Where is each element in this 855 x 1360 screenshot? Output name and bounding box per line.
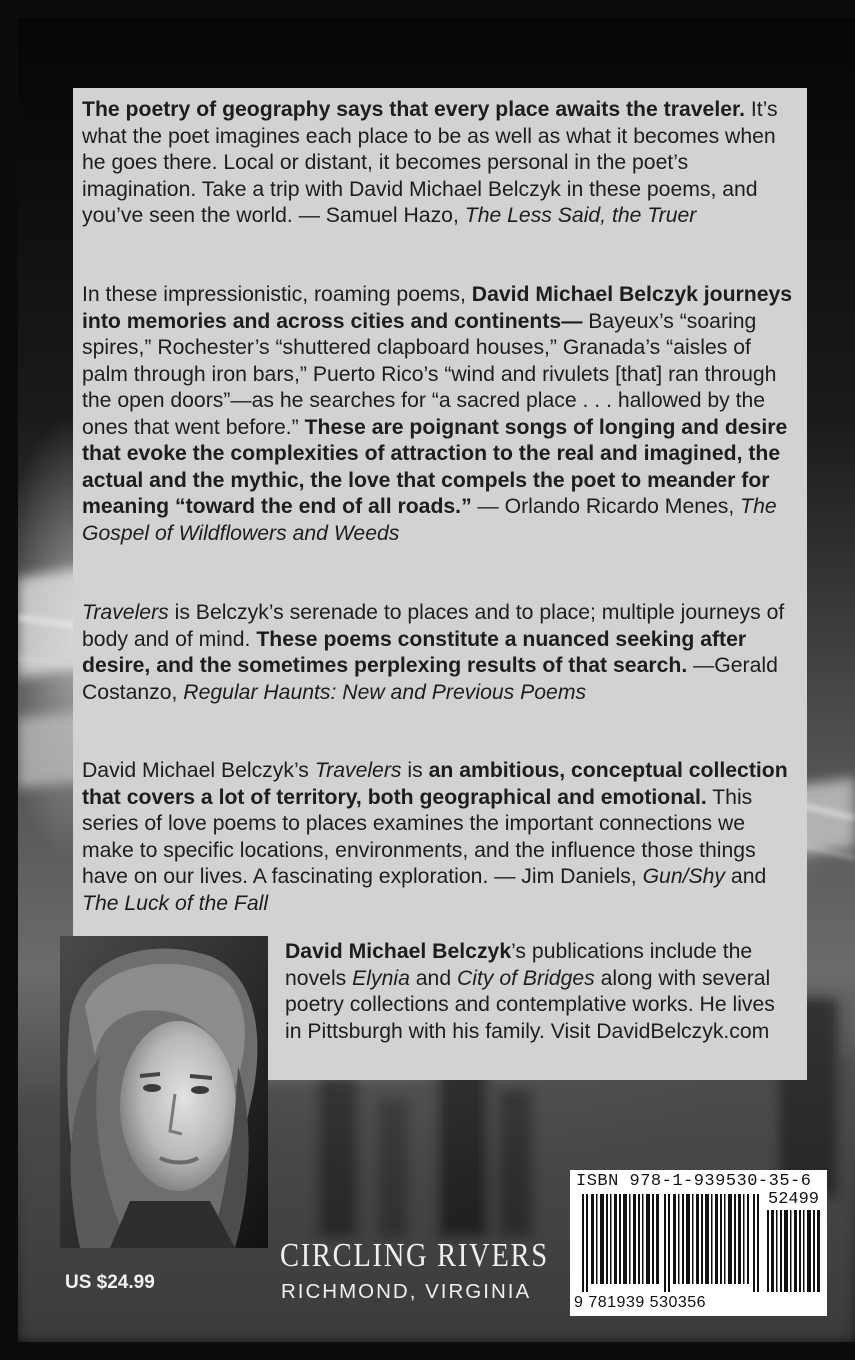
review-hazo: The poetry of geography says that every place awaits the traveler. It’s what the poet imagines each place to be as well as what it becomes when he goes there. Local or distant, it becomes personal in the poet’s imagination. Take a trip with David Michael Belczyk in these poems, and you’ve seen the world. — Samuel Hazo, The Less Said, the Truer bbox=[82, 98, 778, 227]
publisher-logo: CIRCLING RIVERS bbox=[280, 1237, 549, 1274]
price-label: US $24.99 bbox=[65, 1272, 155, 1293]
barcode-digits: 9 781939 530356 bbox=[574, 1294, 707, 1311]
review-costanzo: Travelers is Belczyk’s serenade to places and to place; multiple journeys of body and of mind. These poems constitute a nuanced seeking after desire, and the sometimes perplexing results of that search. —Gerald Costanzo, Regular Haunts: New and Previous Poems bbox=[82, 601, 785, 704]
review-panel bbox=[73, 88, 807, 1080]
publisher-location: RICHMOND, VIRGINIA bbox=[281, 1280, 532, 1303]
author-photo bbox=[60, 936, 268, 1248]
back-cover bbox=[18, 18, 855, 1342]
isbn-barcode bbox=[570, 1170, 827, 1316]
review-daniels: David Michael Belczyk’s Travelers is an ambitious, conceptual collection that covers a lot of territory, both geographical and emotional. This series of love poems to places examines the important connections we make to specific locations, environments, and the influence those things have on our lives. A fascinating exploration. — Jim Daniels, Gun/Shy and The Luck of the Fall bbox=[82, 759, 788, 915]
barcode-bars bbox=[576, 1194, 764, 1292]
author-bio: David Michael Belczyk’s publications include the novels Elynia and City of Bridges along with several poetry collections and contemplative works. He lives in Pittsburgh with his family. Visit DavidBelczyk.com bbox=[285, 940, 775, 1043]
barcode-price-code: 52499 bbox=[768, 1190, 820, 1209]
isbn-label: ISBN 978-1-939530-35-6 bbox=[576, 1172, 812, 1191]
review-menes: In these impressionistic, roaming poems, David Michael Belczyk journeys into memories and across cities and continents— Bayeux’s “soaring spires,” Rochester’s “shuttered clapboard houses,” Granada’s “aisles of palm through iron bars,” Puerto Rico’s “wind and rivulets [that] ran through the open doors”—as he searches for “a sacred place . . . hallowed by the ones that went before.” These are poignant songs of longing and desire that evoke the complexities of attraction to the real and imagined, the actual and the mythic, the love that compels the poet to meander for meaning “toward the end of all roads.” — Orlando Ricardo Menes, The Gospel of Wildflowers and Weeds bbox=[82, 283, 793, 545]
barcode-addon-bars bbox=[766, 1210, 822, 1292]
author-portrait-image bbox=[60, 936, 268, 1248]
